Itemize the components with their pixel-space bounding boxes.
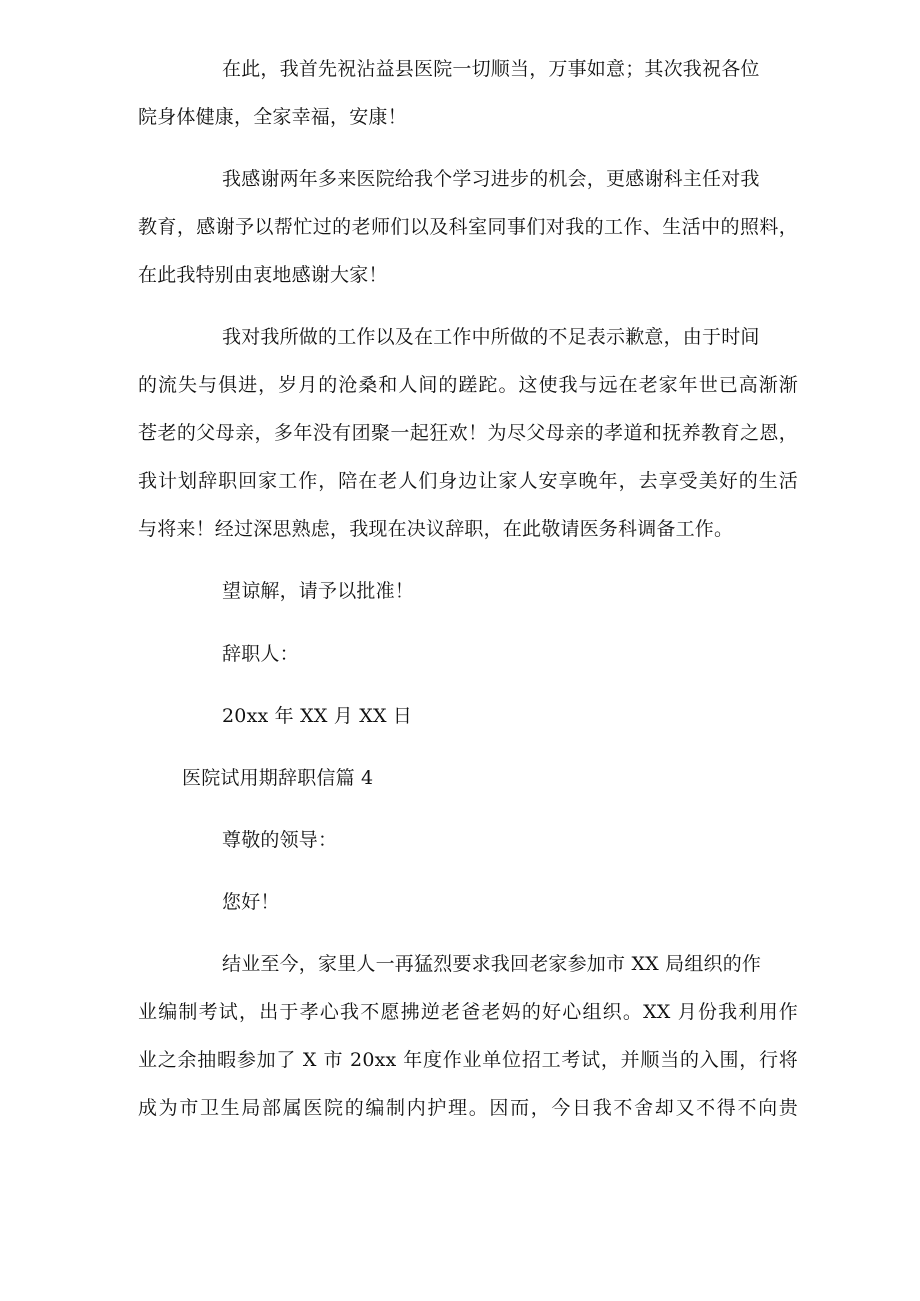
- paragraph-2-line-2: 教育，感谢予以帮忙过的老师们以及科室同事们对我的工作、生活中的照料，: [138, 216, 798, 238]
- salutation: 尊敬的领导：: [222, 829, 338, 851]
- paragraph-3-line-4: 我计划辞职回家工作，陪在老人们身边让家人安享晚年，去享受美好的生活: [138, 470, 798, 492]
- paragraph-3-line-2: 的流失与俱进，岁月的沧桑和人间的蹉跎。这使我与远在老家年世已高渐渐: [138, 374, 798, 396]
- paragraph-4-line-4: 成为市卫生局部属医院的编制内护理。因而，今日我不舍却又不得不向贵: [138, 1097, 798, 1119]
- greeting: 您好！: [222, 891, 280, 913]
- paragraph-3-line-1: 我对我所做的工作以及在工作中所做的不足表示歉意，由于时间: [222, 326, 760, 348]
- paragraph-4-line-1: 结业至今，家里人一再猛烈要求我回老家参加市 XX 局组织的作: [222, 953, 762, 975]
- paragraph-1-line-2: 院身体健康，全家幸福，安康！: [138, 106, 407, 128]
- date-line: 20xx 年 XX 月 XX 日: [222, 705, 413, 727]
- paragraph-1-line-1: 在此，我首先祝沾益县医院一切顺当，万事如意；其次我祝各位: [222, 58, 760, 80]
- paragraph-2-line-3: 在此我特别由衷地感谢大家！: [138, 264, 388, 286]
- paragraph-3-line-3: 苍老的父母亲，多年没有团聚一起狂欢！为尽父母亲的孝道和抚养教育之恩，: [138, 422, 798, 444]
- signer-label: 辞职人：: [222, 643, 299, 665]
- paragraph-4-line-3: 业之余抽暇参加了 X 市 20xx 年度作业单位招工考试，并顺当的入围，行将: [138, 1049, 798, 1071]
- paragraph-3-line-5: 与将来！经过深思熟虑，我现在决议辞职，在此敬请医务科调备工作。: [138, 518, 734, 540]
- paragraph-4-line-2: 业编制考试，出于孝心我不愿拂逆老爸老妈的好心组织。XX 月份我利用作: [138, 1001, 798, 1023]
- closing-line: 望谅解，请予以批准！: [222, 580, 415, 602]
- paragraph-2-line-1: 我感谢两年多来医院给我个学习进步的机会，更感谢科主任对我: [222, 168, 760, 190]
- section-title: 医院试用期辞职信篇 4: [182, 767, 374, 789]
